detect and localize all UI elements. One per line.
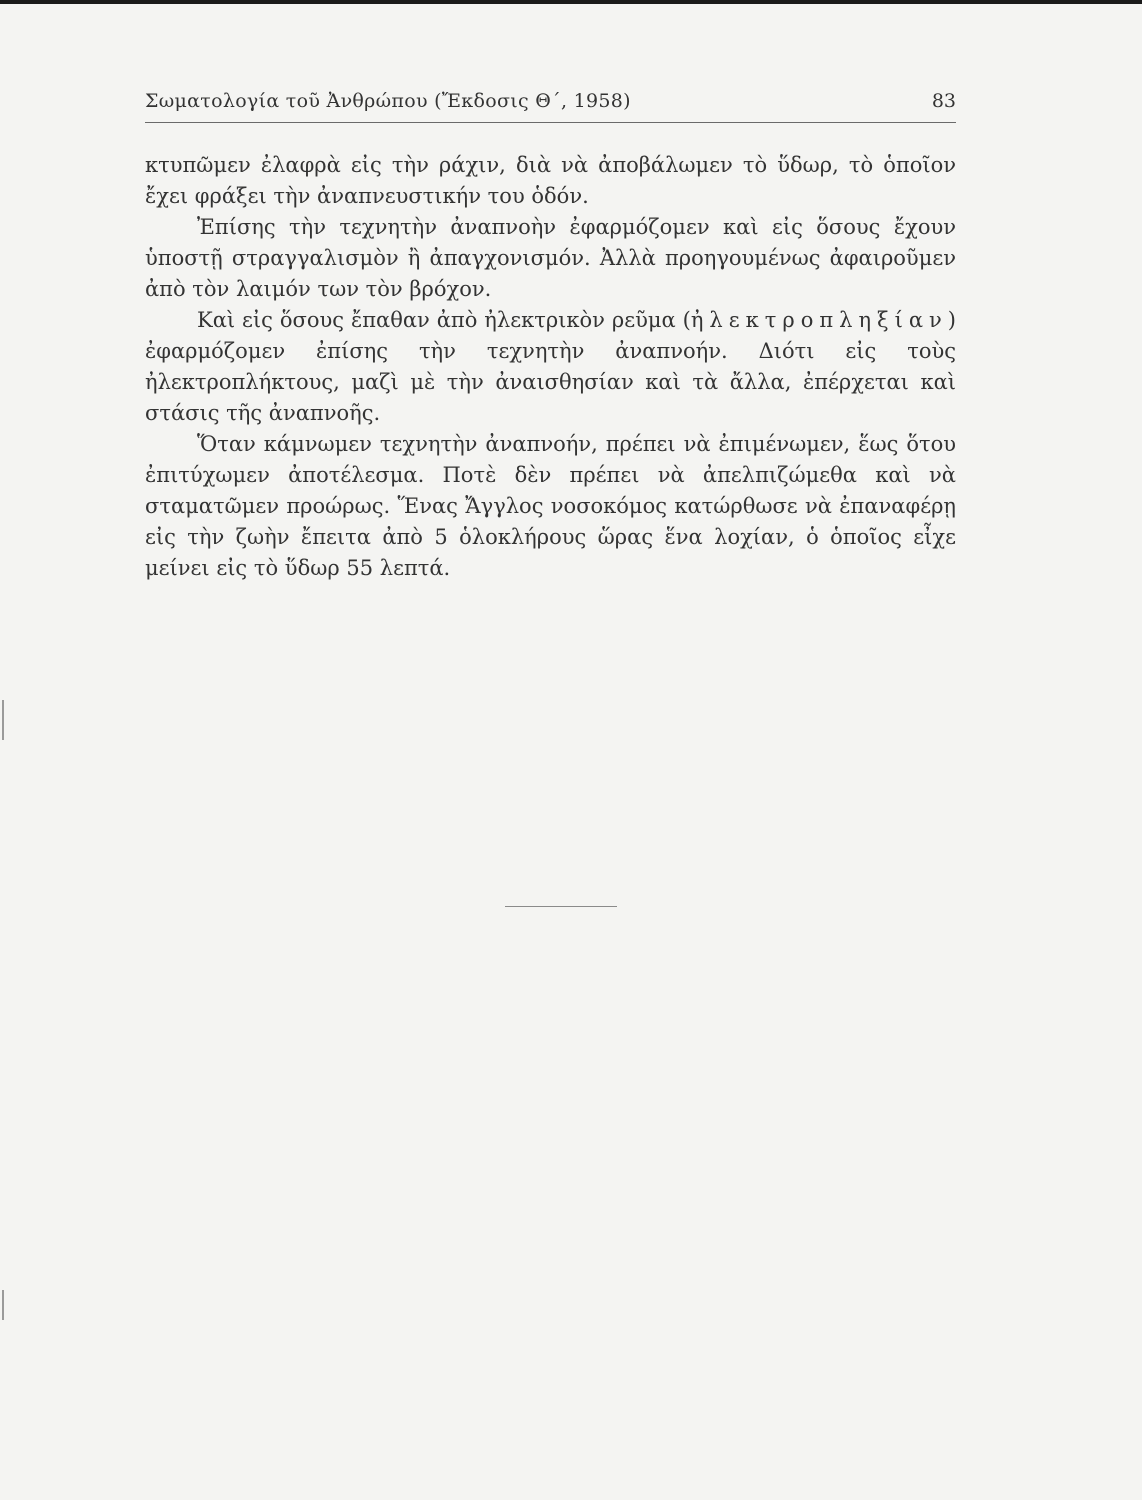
paragraph-4: Ὅταν κάμνωμεν τεχνητὴν ἀναπνοήν, πρέπει νὰ ἐπιμένωμεν, ἕως ὅτου ἐπιτύχωμεν ἀποτέλεσμα. Ποτὲ δὲν πρέπει νὰ ἀπελπιζώμεθα καὶ νὰ σταματῶμεν προώρως. Ἕνας Ἄγγλος νοσοκόμος κατώρθωσε νὰ ἐπαναφέρῃ εἰς τὴν ζωὴν ἔπειτα ἀπὸ 5 ὁλοκλήρους ὥρας ἕνα λοχίαν, ὁ ὁποῖος εἶχε μείνει εἰς τὸ ὕδωρ 55 λεπτά. xyxy=(145,432,956,580)
scan-edge-line xyxy=(0,0,1142,4)
page-number: 83 xyxy=(931,90,956,112)
end-rule xyxy=(505,906,617,907)
spaced-term: ἠλεκτροπληξίαν xyxy=(690,308,948,332)
paragraph-3 xyxy=(145,305,956,429)
body-text xyxy=(145,150,956,584)
paragraph-1: κτυπῶμεν ἐλαφρὰ εἰς τὴν ράχιν, διὰ νὰ ἀποβάλωμεν τὸ ὕδωρ, τὸ ὁποῖον ἔχει φράξει τὴν ἀναπνευστικήν του ὁδόν. xyxy=(145,153,956,208)
page-header xyxy=(145,88,956,123)
paragraph-3-text-b: ) ἐφαρμόζομεν ἐπίσης τὴν τεχνητὴν ἀναπνοήν. Διότι εἰς τοὺς ἠλεκτροπλήκτους, μαζὶ μὲ τὴν ἀναισθησίαν καὶ τὰ ἄλλα, ἐπέρχεται καὶ στάσις τῆς ἀναπνοῆς. xyxy=(145,308,956,425)
running-title: Σωματολογία τοῦ Ἀνθρώπου (Ἔκδοσις Θ΄, 1958) xyxy=(145,90,631,112)
paragraph-2: Ἐπίσης τὴν τεχνητὴν ἀναπνοὴν ἐφαρμόζομεν καὶ εἰς ὅσους ἔχουν ὑποστῇ στραγγαλισμὸν ἢ ἀπαγχονισμόν. Ἀλλὰ προηγουμένως ἀφαιροῦμεν ἀπὸ τὸν λαιμόν των τὸν βρόχον. xyxy=(145,215,956,301)
scan-edge-mark xyxy=(2,1290,4,1320)
paragraph-3-text-a: Καὶ εἰς ὅσους ἔπαθαν ἀπὸ ἠλεκτρικὸν ρεῦμα ( xyxy=(197,308,691,332)
scan-edge-mark xyxy=(2,700,4,740)
